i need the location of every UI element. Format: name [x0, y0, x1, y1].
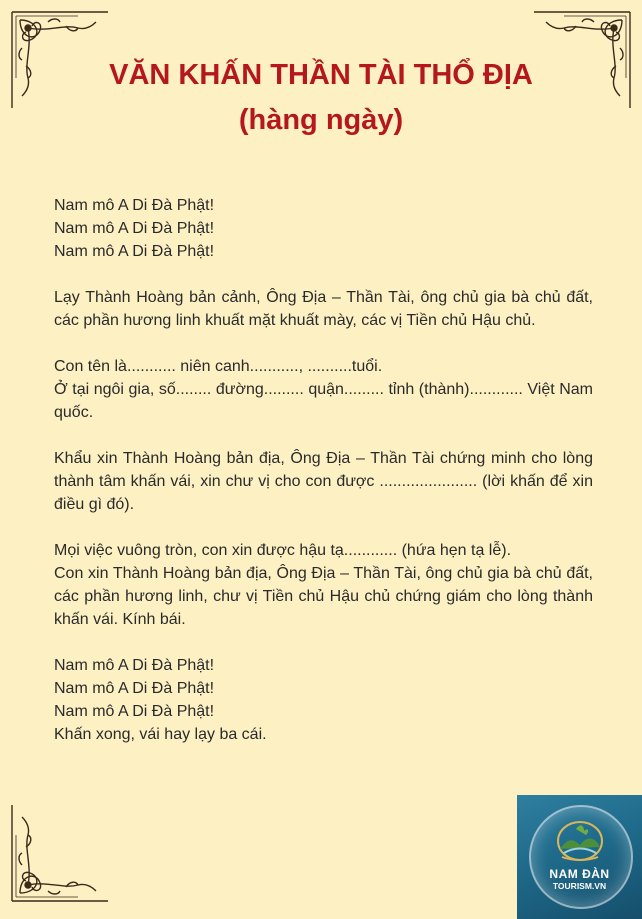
- prayer-text: [54, 194, 593, 769]
- text-line: Lạy Thành Hoàng bản cảnh, Ông Địa – Thần Tài, ông chủ gia bà chủ đất, các phần hương linh khuất mặt khuất mày, các vị Tiền chủ Hậu chủ.: [54, 289, 593, 329]
- logo-subtitle: TOURISM.VN: [552, 881, 607, 891]
- nam-dan-tourism-logo: [517, 795, 642, 919]
- paragraph: [54, 194, 593, 263]
- corner-ornament-icon: [8, 795, 118, 905]
- text-line: Mọi việc vuông tròn, con xin được hậu tạ............ (hứa hẹn tạ lễ).: [54, 542, 512, 559]
- text-line: Nam mô A Di Đà Phật!: [54, 657, 215, 674]
- text-line: Khẩu xin Thành Hoàng bản địa, Ông Địa – Thần Tài chứng minh cho lòng thành tâm khấn vái, xin chư vị cho con được ...................... (lời khấn để xin điều gì đó).: [54, 450, 593, 513]
- text-line: Ở tại ngôi gia, số........ đường......... quận......... tỉnh (thành)............ Việt Nam quốc.: [54, 381, 593, 421]
- paragraph: [54, 286, 593, 332]
- paragraph: [54, 355, 593, 424]
- text-line: Con xin Thành Hoàng bản địa, Ông Địa – Thần Tài, ông chủ gia bà chủ đất, các phần hương linh, chư vị Tiền chủ Hậu chủ chứng giám cho lòng thành khấn vái. Kính bái.: [54, 565, 593, 628]
- text-line: Nam mô A Di Đà Phật!: [54, 243, 215, 260]
- text-line: Nam mô A Di Đà Phật!: [54, 680, 215, 697]
- page-title: VĂN KHẤN THẦN TÀI THỔ ĐỊA: [109, 59, 533, 91]
- text-line: Nam mô A Di Đà Phật!: [54, 703, 215, 720]
- text-line: Nam mô A Di Đà Phật!: [54, 197, 215, 214]
- text-line: Nam mô A Di Đà Phật!: [54, 220, 215, 237]
- text-line: Con tên là........... niên canh..........., ..........tuổi.: [54, 358, 383, 375]
- paragraph: [54, 539, 593, 631]
- landscape-emblem-icon: [554, 817, 606, 863]
- paragraph: [54, 447, 593, 516]
- text-line: Khấn xong, vái hay lạy ba cái.: [54, 726, 267, 743]
- page-subtitle: (hàng ngày): [238, 104, 404, 136]
- logo-name: NAM ĐÀN: [549, 867, 610, 881]
- paragraph: [54, 654, 593, 746]
